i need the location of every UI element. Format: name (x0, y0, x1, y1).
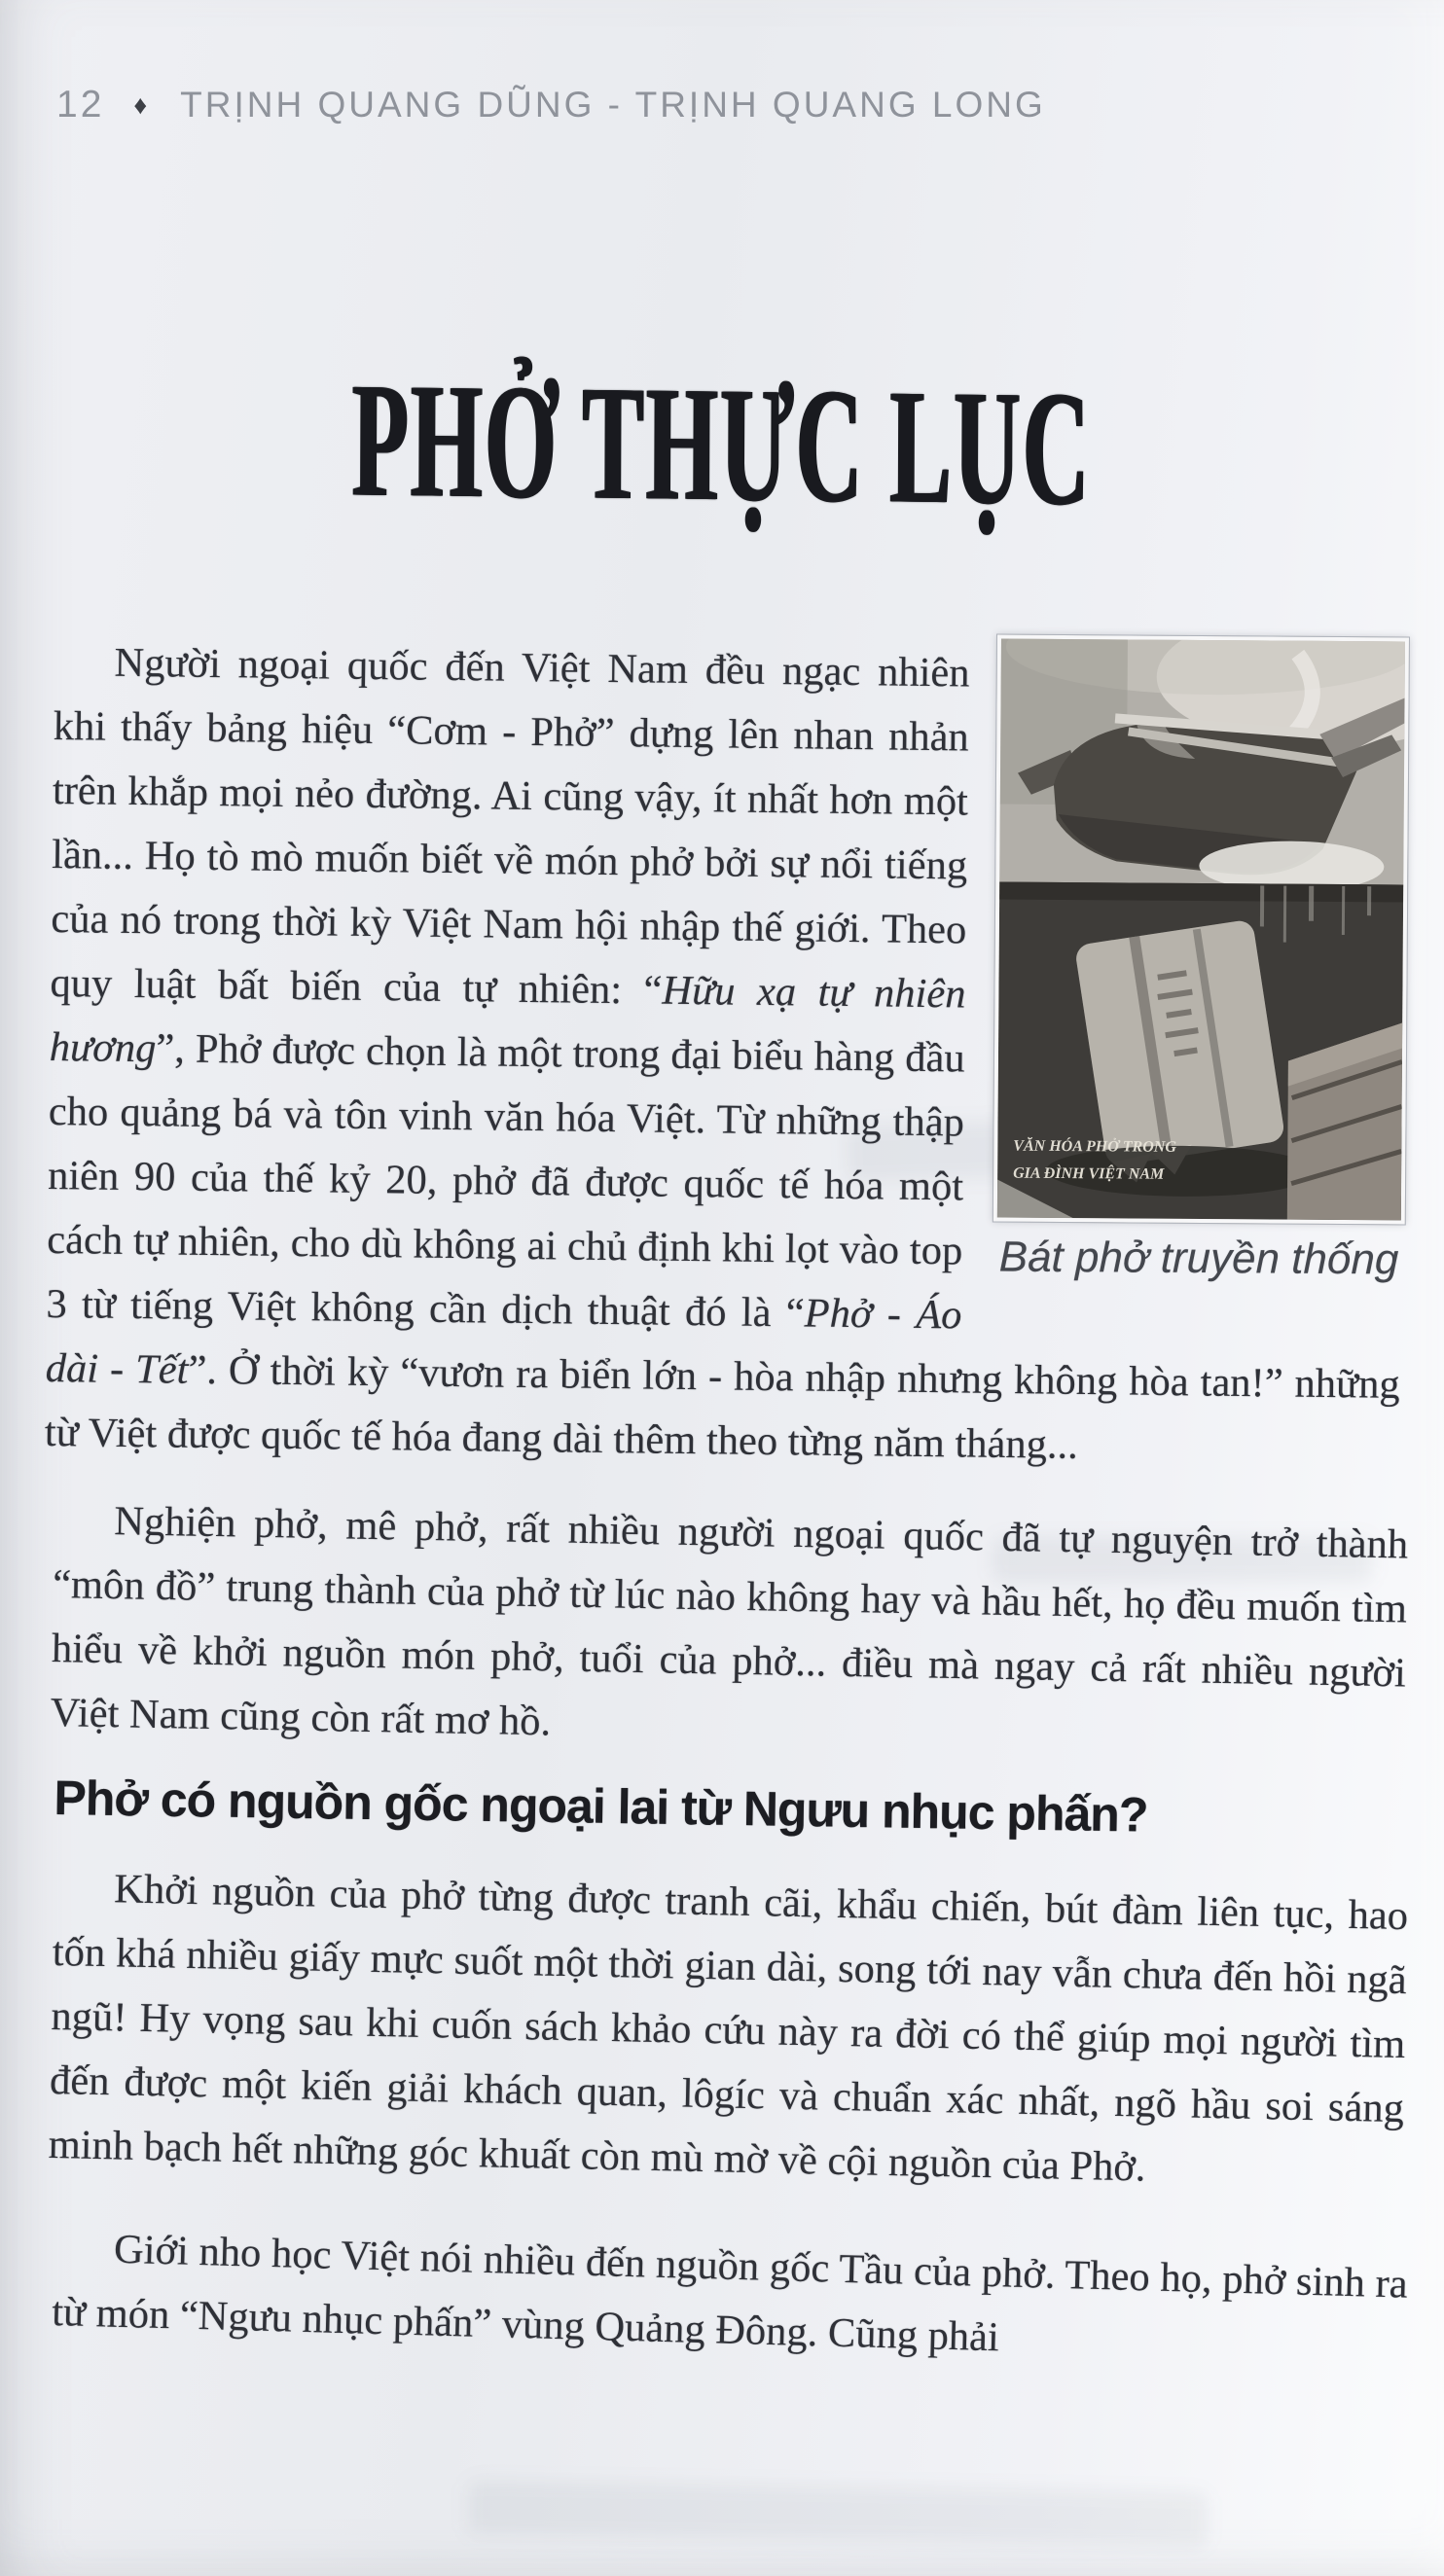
bleedthrough-mark (467, 2480, 1208, 2547)
chapter-title-text: PHỞ THỰC LỤC (351, 347, 1093, 541)
running-title-authors: TRỊNH QUANG DŨNG - TRỊNH QUANG LONG (180, 85, 1046, 125)
section-heading: Phở có nguồn gốc ngoại lai từ Ngưu nhục phấn? (54, 1770, 1148, 1843)
page-number: 12 (56, 84, 105, 125)
paragraph-4: Giới nho học Việt nói nhiều đến nguồn gốc Tầu của phở. Theo họ, phở sinh ra từ món “Ngưu nhục phấn” vùng Quảng Đông. Cũng phải (51, 2226, 1409, 2361)
paragraph-1: Người ngoại quốc đến Việt Nam đều ngạc nhiên khi thấy bảng hiệu “Cơm - Phở” dựng lên nhan nhản trên khắp mọi nẻo đường. Ai cũng vậy, ít nhất hơn một lần... Họ tò mò muốn biết về món phở bởi sự nổi tiếng của nó trong thời kỳ Việt Nam hội nhập thế giới. Theo quy luật bất biến của tự nhiên: “Hữu xạ tự nhiên hương”, Phở được chọn là một trong đại biểu hàng đầu cho quảng bá và tôn vinh văn hóa Việt. Từ những thập niên 90 của thế kỷ 20, phở đã được quốc tế hóa một cách tự nhiên, cho dù không ai chủ định khi lọt vào top 3 từ tiếng Việt không cần dịch thuật đó là “Phở - Áo dài - Tết”. Ở thời kỳ “vươn ra biển lớn - hòa nhập nhưng không hòa tan!” những từ Việt được quốc tế hóa đang dài thêm theo từng năm tháng... (44, 639, 1400, 1468)
chapter-title (0, 347, 1444, 541)
paragraph-3: Khởi nguồn của phở từng được tranh cãi, khẩu chiến, bút đàm liên tục, hao tốn khá nhiều giấy mực suốt một thời gian dài, song tới nay vẫn chưa đến hồi ngã ngũ! Hy vọng sau khi cuốn sách khảo cứu này ra đời có thể giúp mọi người tìm đến được một kiến giải khách quan, lôgíc và chuẩn xác nhất, ngõ hầu soi sáng minh bạch hết những góc khuất còn mù mờ về cội nguồn của Phở. (48, 1866, 1409, 2191)
photo-caption: Bát phở truyền thống (998, 1233, 1399, 1284)
page-body (44, 630, 1409, 2368)
page-header (56, 84, 1046, 126)
paragraph-2: Nghiện phở, mê phở, rất nhiều người ngoại quốc đã tự nguyện trở thành “môn đồ” trung thành của phở từ lúc nào không hay và hầu hết, họ đều muốn tìm hiểu về khởi nguồn món phở, tuổi của phở... điều mà ngay cả rất nhiều người Việt Nam cũng còn rất mơ hồ. (50, 1498, 1409, 1745)
photo-overlay-line2: GIA ĐÌNH VIỆT NAM (1013, 1164, 1165, 1183)
diamond-icon: ♦ (133, 90, 148, 120)
photo-overlay-line1: VĂN HÓA PHỞ TRONG (1013, 1137, 1176, 1156)
